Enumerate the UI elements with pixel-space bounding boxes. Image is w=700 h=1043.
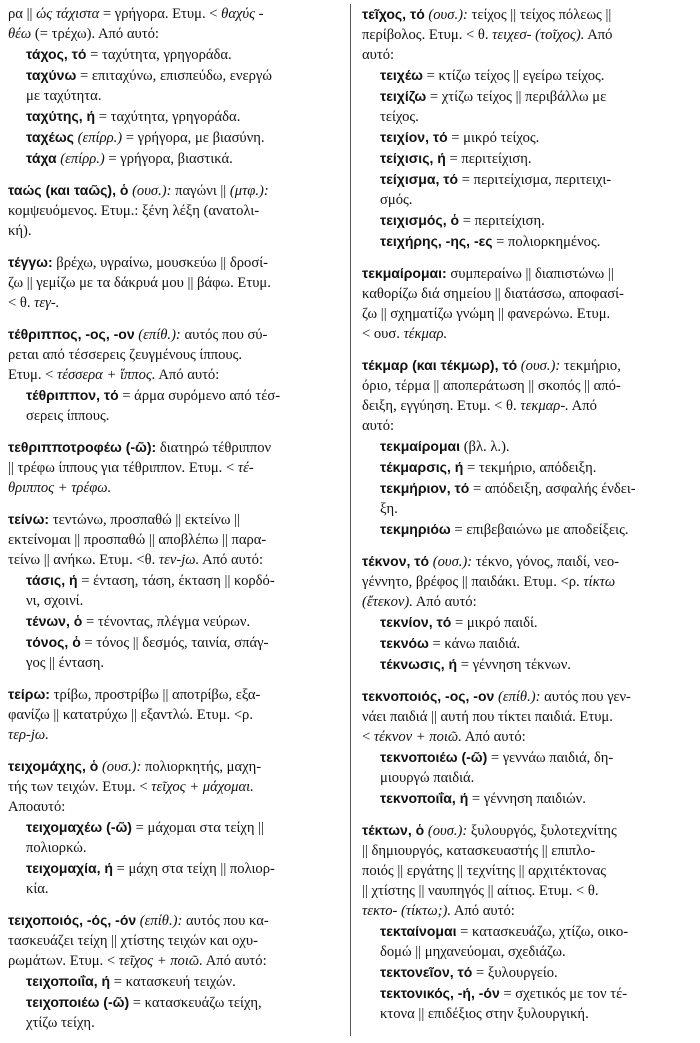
definition-text: Από αυτό: [451, 903, 515, 919]
derivative-line [362, 86, 690, 107]
definition-text: ποιός || εργάτης || τεχνίτης || αρχιτέκτονας [362, 863, 607, 879]
definition-text: = μικρό τείχος. [447, 130, 540, 146]
entry-line [8, 951, 340, 971]
definition-text: όριο, τέρμα || αποπεράτωση || σκοπός || από- [362, 378, 621, 394]
definition-text: = τένοντας, πλέγμα νεύρων. [82, 614, 251, 630]
definition-text: ρεται από τέσσερεις ζευγμένους ίππους. [8, 347, 243, 363]
derivative-line [8, 858, 340, 879]
headword: τειχέω [380, 67, 423, 83]
headword: τεκτονεῖον, τό [380, 964, 473, 980]
headword: τεκμαίρομαι [380, 438, 461, 454]
definition-text: < ουσ. [362, 326, 404, 342]
derivative-line [362, 921, 690, 942]
definition-text: || χτίστης || ναυπηγός || αίτιος. Ετυμ. < θ. [362, 883, 599, 899]
derivative-line [8, 127, 340, 148]
derivative-line [8, 65, 340, 86]
definition-text: κτονα || επιδέξιος στην ξυλουργική. [380, 1006, 589, 1022]
italic-text: τέκνον + ποιῶ. [373, 729, 462, 745]
derivative-line [362, 519, 690, 540]
headword: ταχέως [26, 129, 74, 145]
derivative-line [362, 768, 690, 788]
definition-text: < θ. [8, 295, 35, 311]
definition-text: καθορίζω διά σημείου || διατάσσω, αποφασί- [362, 286, 624, 302]
definition-text: πολιορκώ. [26, 840, 87, 856]
headword: τειχίον, τό [380, 129, 448, 145]
definition-text: ρωμάτων. Ετυμ. < [8, 953, 119, 969]
entry-line [362, 376, 690, 396]
headword: τέκνωσις, ή [380, 656, 458, 672]
definition-text: = ταχύτητα, γρηγοράδα. [86, 47, 232, 63]
headword: τεκμαίρομαι: [362, 265, 447, 281]
definition-text: Από αυτό: [461, 729, 526, 745]
definition-text: = τεκμήριο, απόδειξη. [463, 460, 597, 476]
dictionary-entry [362, 686, 690, 809]
definition-text: || δημιουργός, κατασκευαστής || επιπλο- [362, 843, 596, 859]
headword: τέκνον, τό [362, 553, 430, 569]
derivative-line [8, 632, 340, 653]
entry-line [8, 273, 340, 293]
italic-text: τειχεσ- (τοῖχος). [492, 27, 585, 43]
entry-line [8, 4, 340, 24]
definition-text: = κάνω παιδιά. [428, 636, 521, 652]
derivative-line [362, 633, 690, 654]
headword: τειχήρης, -ης, -ες [380, 233, 493, 249]
derivative-line [362, 654, 690, 675]
derivative-line [362, 747, 690, 768]
entry-line [362, 841, 690, 861]
definition-text: (= τρέχω). Από αυτό: [31, 26, 159, 42]
definition-text: = πολιορκημένος. [492, 234, 601, 250]
entry-line [8, 180, 340, 201]
definition-text: κία. [26, 881, 49, 897]
italic-text: τερ-jω. [8, 727, 49, 743]
entry-line [8, 324, 340, 345]
definition-text: = άρμα συρόμενο από τέσ- [118, 388, 281, 404]
definition-text: αυτός που σύ- [180, 327, 268, 343]
headword: τείρω: [8, 686, 50, 702]
entry-line [362, 727, 690, 747]
entry-line [8, 910, 340, 931]
definition-text: γέννητο, βρέφος || παιδάκι. Ετυμ. <ρ. [362, 574, 584, 590]
derivative-line [362, 612, 690, 633]
italic-text: (ουσ.): [429, 554, 473, 570]
italic-text: τίκτω [583, 574, 616, 590]
definition-text: τείχος || τείχος πόλεως || [467, 7, 612, 23]
definition-text: τέκνο, γόνος, παιδί, νεο- [472, 554, 619, 570]
definition-text: περίβολος. Ετυμ. < θ. [362, 27, 493, 43]
headword: τειχίζω [380, 88, 427, 104]
derivative-line [362, 231, 690, 252]
definition-text: = περιτείχισμα, περιτειχι- [458, 172, 612, 188]
entry-line [362, 592, 690, 612]
entry-line [8, 201, 340, 221]
italic-text: θριππος + τρέφω. [8, 480, 112, 496]
headword: ταώς (και ταῶς), ὁ [8, 182, 129, 198]
left-column [8, 4, 340, 1043]
entry-line [8, 252, 340, 273]
definition-text: τείνω || ανήκω. Ετυμ. <θ. [8, 552, 159, 568]
definition-text: Από [568, 398, 597, 414]
derivative-line [362, 962, 690, 983]
italic-text: (επίθ.): [134, 327, 181, 343]
italic-text: τεῖχος + μάχομαι. [151, 779, 254, 795]
headword: τεκνοποιΐα, ή [380, 790, 469, 806]
entry-line [8, 221, 340, 241]
derivative-line [362, 942, 690, 962]
entry-line [8, 684, 340, 705]
entry-line [362, 4, 690, 25]
definition-text: || τρέφω ίππους για τέθριππον. Ετυμ. < [8, 460, 238, 476]
definition-text: = κτίζω τείχος || εγείρω τείχος. [422, 68, 605, 84]
entry-line [362, 901, 690, 921]
derivative-line [362, 983, 690, 1004]
definition-text: δειξη, εγγύηση. Ετυμ. < θ. [362, 398, 521, 414]
entry-line [8, 756, 340, 777]
entry-line [8, 24, 340, 44]
definition-text: = γεννάω παιδιά, δη- [487, 750, 614, 766]
headword: τεκμήριον, τό [380, 480, 470, 496]
definition-text: αυτός που κα- [182, 913, 269, 929]
definition-text: πολιορκητής, μαχη- [141, 759, 262, 775]
definition-text: συμπεραίνω || διαπιστώνω || [446, 266, 614, 282]
definition-text: = κατασκευάζω, χτίζω, οικο- [456, 924, 629, 940]
dictionary-entry [8, 252, 340, 313]
definition-text: = επιταχύνω, επισπεύδω, ενεργώ [76, 68, 272, 84]
headword: τειχομαχία, ή [26, 860, 113, 876]
italic-text: τέκμαρ. [403, 326, 448, 342]
entry-line [8, 458, 340, 478]
entry-line [8, 293, 340, 313]
headword: τείχισμα, τό [380, 171, 459, 187]
definition-text: = ξυλουργείο. [472, 965, 558, 981]
headword: τάσις, ή [26, 572, 78, 588]
definition-text: = τόνος || δεσμός, ταινία, σπάγ- [80, 635, 269, 651]
italic-text: τεγ-. [34, 295, 60, 311]
derivative-line [362, 127, 690, 148]
definition-text: Από αυτό: [202, 953, 267, 969]
headword: τειχοποιέω (-ῶ) [26, 994, 130, 1010]
dictionary-entry [8, 4, 340, 169]
definition-text: τεκμήριο, [560, 358, 621, 374]
headword: τειχοποιός, -ός, -όν [8, 912, 137, 928]
headword: τειχοποιΐα, ή [26, 973, 111, 989]
italic-text: (μτφ.): [229, 183, 269, 199]
italic-text: (ουσ.): [128, 183, 172, 199]
derivative-line [8, 838, 340, 858]
right-column [362, 4, 690, 1035]
definition-text: φανίζω || κατατρύχω || εξαντλώ. Ετυμ. <ρ. [8, 707, 253, 723]
headword: τειχισμός, ὁ [380, 212, 460, 228]
definition-text: = γέννηση παιδιών. [468, 791, 586, 807]
dictionary-entry [8, 180, 340, 241]
definition-text: = περιτείχιση. [459, 213, 545, 229]
headword: τέγγω: [8, 254, 53, 270]
definition-text: = κατασκευάζω τείχη, [129, 995, 262, 1011]
derivative-line [8, 44, 340, 65]
headword: τεκνίον, τό [380, 614, 452, 630]
column-divider [350, 4, 351, 1036]
headword: ταχύνω [26, 67, 77, 83]
derivative-line [362, 65, 690, 86]
definition-text: χτίζω τείχη. [26, 1015, 95, 1031]
headword: τείνω: [8, 511, 50, 527]
derivative-line [362, 1004, 690, 1024]
entry-line [362, 416, 690, 436]
headword: τείχισις, ή [380, 150, 446, 166]
definition-text: σερεις ίππους. [26, 408, 110, 424]
headword: τεκμηριόω [380, 521, 451, 537]
definition-text: ξη. [380, 501, 398, 517]
italic-text: (επίρρ.) [73, 130, 123, 146]
headword: τεκταίνομαι [380, 923, 457, 939]
italic-text: τέ- [237, 460, 254, 476]
headword: ταχύτης, ή [26, 108, 96, 124]
entry-line [362, 396, 690, 416]
derivative-line [8, 1013, 340, 1033]
definition-text: εκτείνομαι || προσπαθώ || αποβλέπω || παρα- [8, 532, 267, 548]
headword: τεκτονικός, -ή, -όν [380, 985, 500, 1001]
dictionary-entry [8, 910, 340, 1033]
entry-line [362, 707, 690, 727]
italic-text: (ουσ.): [424, 7, 468, 23]
definition-text: = ένταση, τάση, έκταση || κορδό- [77, 573, 275, 589]
definition-text: Αποαυτό: [8, 799, 66, 815]
dictionary-entry [8, 684, 340, 745]
derivative-line [362, 190, 690, 210]
derivative-line [8, 653, 340, 673]
entry-line [8, 365, 340, 385]
definition-text: Από αυτό: [412, 594, 477, 610]
entry-line [8, 550, 340, 570]
entry-line [362, 355, 690, 376]
definition-text: Από αυτό: [199, 552, 264, 568]
definition-text: τρίβω, προστρίβω || αποτρίβω, εξα- [49, 687, 261, 703]
definition-text: ξυλουργός, ξυλοτεχνίτης [467, 823, 617, 839]
headword: τεκνοποιός, -ος, -ον [362, 688, 495, 704]
definition-text: = σχετικός με τον τέ- [499, 986, 628, 1002]
definition-text: = ταχύτητα, γρηγοράδα. [95, 109, 241, 125]
dictionary-entry [362, 355, 690, 540]
derivative-line [8, 817, 340, 838]
definition-text: Ετυμ. < [8, 367, 58, 383]
entry-line [362, 686, 690, 707]
derivative-line [8, 406, 340, 426]
entry-line [362, 304, 690, 324]
definition-text: = γρήγορα, με βιασύνη. [122, 130, 265, 146]
definition-text: ρα || [8, 6, 37, 22]
derivative-line [362, 499, 690, 519]
entry-line [362, 284, 690, 304]
headword: τειχομαχέω (-ῶ) [26, 819, 132, 835]
derivative-line [8, 106, 340, 127]
italic-text: θέω [8, 26, 32, 42]
headword: τειχομάχης, ὁ [8, 758, 99, 774]
headword: τέκτων, ὁ [362, 822, 425, 838]
entry-line [362, 25, 690, 45]
headword: τέκμαρ (και τέκμωρ), τό [362, 357, 518, 373]
definition-text: γος || ένταση. [26, 655, 105, 671]
entry-line [362, 324, 690, 344]
dictionary-entry [8, 437, 340, 498]
definition-text: = μάχη στα τείχη || πολιορ- [112, 861, 275, 877]
entry-line [8, 345, 340, 365]
entry-line [8, 797, 340, 817]
headword: τεῖχος, τό [362, 6, 425, 22]
definition-text: = απόδειξη, ασφαλής ένδει- [469, 481, 636, 497]
entry-line [8, 509, 340, 530]
headword: τεκνόω [380, 635, 429, 651]
italic-text: (ουσ.): [424, 823, 468, 839]
derivative-line [8, 148, 340, 169]
definition-text: = χτίζω τείχος || περιβάλλω με [426, 89, 607, 105]
definition-text: αυτό: [362, 418, 395, 434]
definition-text: αυτό: [362, 47, 395, 63]
definition-text: παγώνι || [171, 183, 230, 199]
headword: τάχα [26, 150, 57, 166]
headword: τάχος, τό [26, 46, 87, 62]
definition-text: = μικρό παιδί. [451, 615, 538, 631]
italic-text: (επίθ.): [494, 689, 541, 705]
derivative-line [362, 169, 690, 190]
headword: τόνος, ὁ [26, 634, 81, 650]
definition-text: διατηρώ τέθριππον [156, 440, 272, 456]
derivative-line [362, 457, 690, 478]
dictionary-entry [8, 509, 340, 673]
headword: τεκνοποιέω (-ῶ) [380, 749, 488, 765]
definition-text: με ταχύτητα. [26, 88, 102, 104]
derivative-line [8, 992, 340, 1013]
entry-line [362, 572, 690, 592]
italic-text: θαχύς - [221, 6, 264, 22]
entry-line [362, 263, 690, 284]
dictionary-entry [362, 820, 690, 1024]
definition-text: τής των τειχών. Ετυμ. < [8, 779, 152, 795]
definition-text: = επιβεβαιώνω με αποδείξεις. [450, 522, 629, 538]
definition-text: = γέννηση τέκνων. [457, 657, 571, 673]
definition-text: δομώ || μηχανεύομαι, σχεδιάζω. [380, 944, 566, 960]
derivative-line [362, 210, 690, 231]
definition-text: αυτός που γεν- [540, 689, 631, 705]
headword: τέθριππον, τό [26, 387, 119, 403]
entry-line [8, 530, 340, 550]
italic-text: τέσσερα + ἵππος. [57, 367, 156, 383]
entry-line [8, 478, 340, 498]
entry-line [362, 861, 690, 881]
definition-text: ζω || γεμίζω με τα δάκρυά μου || βάφω. Ετυμ. [8, 275, 271, 291]
definition-text: νάει παιδιά || αυτή που τίκτει παιδιά. Ετυμ. [362, 709, 613, 725]
definition-text: < [362, 729, 374, 745]
derivative-line [8, 591, 340, 611]
italic-text: (ἔτεκον). [362, 594, 413, 610]
definition-text: = μάχομαι στα τείχη || [131, 820, 265, 836]
italic-text: τεκτο- (τίκτω;). [362, 903, 452, 919]
entry-line [8, 705, 340, 725]
entry-line [8, 725, 340, 745]
entry-line [362, 881, 690, 901]
derivative-line [362, 478, 690, 499]
definition-text: κομψευόμενος. Ετυμ.: ξένη λέξη (ανατολι- [8, 203, 260, 219]
definition-text: (βλ. λ.). [460, 439, 510, 455]
italic-text: (επίρρ.) [56, 151, 105, 167]
definition-text: κή). [8, 223, 32, 239]
definition-text: = γρήγορα. Ετυμ. < [99, 6, 222, 22]
dictionary-entry [362, 263, 690, 344]
dictionary-entry [362, 4, 690, 252]
derivative-line [362, 788, 690, 809]
derivative-line [8, 611, 340, 632]
headword: τέθριππος, -ος, -ον [8, 326, 135, 342]
definition-text: Από [584, 27, 613, 43]
derivative-line [8, 86, 340, 106]
derivative-line [362, 436, 690, 457]
entry-line [362, 820, 690, 841]
definition-text: τασκευάζει τείχη || χτίστης τειχών και οχυ- [8, 933, 258, 949]
italic-text: (επίθ.): [136, 913, 183, 929]
definition-text: νι, σχοινί. [26, 593, 84, 609]
italic-text: τεῖχος + ποιῶ. [118, 953, 203, 969]
headword: τένων, ὁ [26, 613, 83, 629]
definition-text: τείχος. [380, 109, 419, 125]
definition-text: Από αυτό: [155, 367, 220, 383]
definition-text: τεντώνω, προσπαθώ || εκτείνω || [49, 512, 240, 528]
entry-line [8, 437, 340, 458]
definition-text: σμός. [380, 192, 413, 208]
entry-line [362, 45, 690, 65]
derivative-line [8, 879, 340, 899]
dictionary-entry [8, 756, 340, 899]
derivative-line [8, 385, 340, 406]
italic-text: ώς τάχιστα [36, 6, 100, 22]
entry-line [8, 777, 340, 797]
derivative-line [8, 971, 340, 992]
dictionary-entry [362, 551, 690, 675]
definition-text: = γρήγορα, βιαστικά. [104, 151, 233, 167]
italic-text: (ουσ.): [517, 358, 561, 374]
derivative-line [362, 107, 690, 127]
italic-text: τεν-jω. [158, 552, 200, 568]
definition-text: = κατασκευή τειχών. [110, 974, 236, 990]
entry-line [362, 551, 690, 572]
definition-text: βρέχω, υγραίνω, μουσκεύω || δροσί- [52, 255, 268, 271]
headword: τεθριπποτροφέω (-ῶ): [8, 439, 157, 455]
derivative-line [362, 148, 690, 169]
italic-text: τεκμαρ-. [520, 398, 569, 414]
definition-text: ζω || σχηματίζω γνώμη || φανερώνω. Ετυμ. [362, 306, 611, 322]
definition-text: = περιτείχιση. [445, 151, 532, 167]
derivative-line [8, 570, 340, 591]
definition-text: μιουργώ παιδιά. [380, 770, 475, 786]
italic-text: (ουσ.): [98, 759, 142, 775]
entry-line [8, 931, 340, 951]
headword: τέκμαρσις, ή [380, 459, 464, 475]
dictionary-entry [8, 324, 340, 426]
